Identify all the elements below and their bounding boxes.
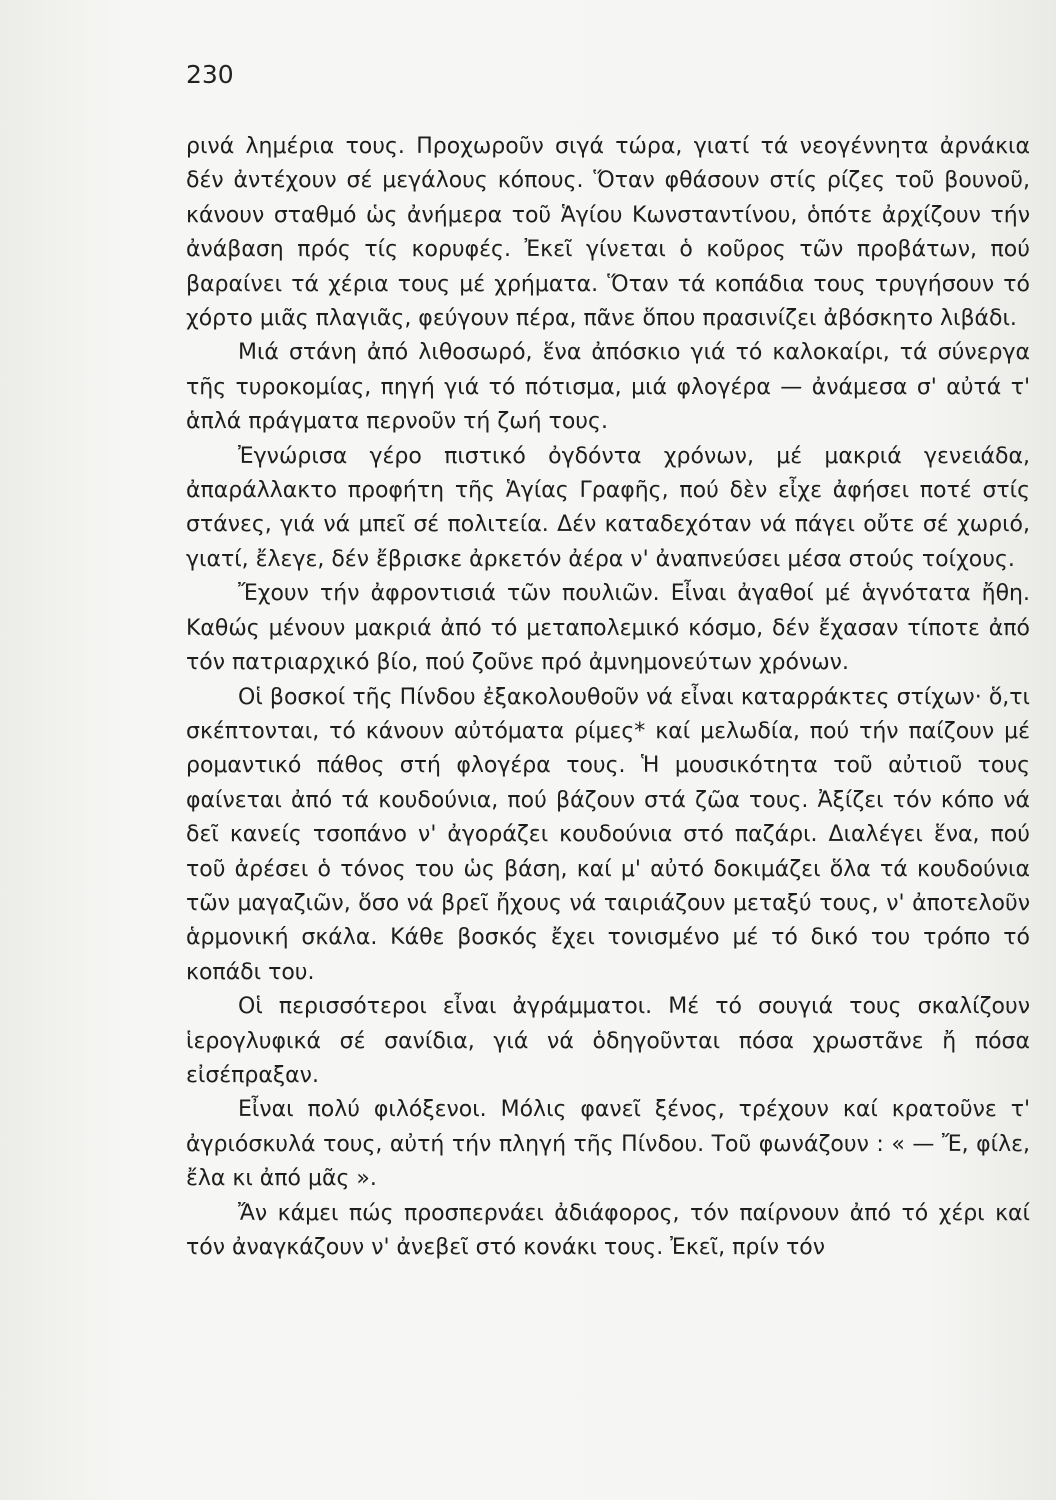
- paragraph: Εἶναι πολύ φιλόξενοι. Μόλις φανεῖ ξένος, τρέχουν καί κρατοῦνε τ' ἀγριόσκυλά τους, αὐτή τήν πληγή τῆς Πίνδου. Τοῦ φωνάζουν : « — Ἔ, φίλε, ἔλα κι ἀπό μᾶς ».: [186, 1097, 1030, 1192]
- body-text: [186, 130, 1030, 1265]
- paragraph: Οἱ βοσκοί τῆς Πίνδου ἐξακολουθοῦν νά εἶναι καταρράκτες στίχων· ὅ,τι σκέπτονται, τό κάνουν αὐτόματα ρίμες* καί μελωδία, πού τήν παίζουν μέ ρομαντικό πάθος στή φλογέρα τους. Ἡ μουσικότητα τοῦ αὐτιοῦ τους φαίνεται ἀπό τά κουδούνια, πού βάζουν στά ζῶα τους. Ἀξίζει τόν κόπο νά δεῖ κανείς τσοπάνο ν' ἀγοράζει κουδούνια στό παζάρι. Διαλέγει ἕνα, πού τοῦ ἀρέσει ὁ τόνος του ὡς βάση, καί μ' αὐτό δοκιμάζει ὅλα τά κουδούνια τῶν μαγαζιῶν, ὅσο νά βρεῖ ἤχους νά ταιριάζουν μεταξύ τους, ν' ἀποτελοῦν ἁρμονική σκάλα. Κάθε βοσκός ἔχει τονισμένο μέ τό δικό του τρόπο τό κοπάδι του.: [186, 684, 1030, 985]
- paragraph: Ἄν κάμει πώς προσπερνάει ἀδιάφορος, τόν παίρνουν ἀπό τό χέρι καί τόν ἀναγκάζουν ν' ἀνεβεῖ στό κονάκι τους. Ἐκεῖ, πρίν τόν: [186, 1200, 1030, 1260]
- paragraph: ρινά λημέρια τους. Προχωροῦν σιγά τώρα, γιατί τά νεογέννητα ἀρνάκια δέν ἀντέχουν σέ μεγάλους κόπους. Ὅταν φθάσουν στίς ρίζες τοῦ βουνοῦ, κάνουν σταθμό ὡς ἀνήμερα τοῦ Ἁγίου Κωνσταντίνου, ὁπότε ἀρχίζουν τήν ἀνάβαση πρός τίς κορυφές. Ἐκεῖ γίνεται ὁ κοῦρος τῶν προβάτων, πού βαραίνει τά χέρια τους μέ χρήματα. Ὅταν τά κοπάδια τους τρυγήσουν τό χόρτο μιᾶς πλαγιᾶς, φεύγουν πέρα, πᾶνε ὅπου πρασινίζει ἀβόσκητο λιβάδι.: [186, 134, 1030, 332]
- paragraph: Ἐγνώρισα γέρο πιστικό ὀγδόντα χρόνων, μέ μακριά γενειάδα, ἀπαράλλακτο προφήτη τῆς Ἁγίας Γραφῆς, πού δὲν εἶχε ἀφήσει ποτέ στίς στάνες, γιά νά μπεῖ σέ πολιτεία. Δέν καταδεχόταν νά πάγει οὔτε σέ χωριό, γιατί, ἔλεγε, δέν ἔβρισκε ἀρκετόν ἀέρα ν' ἀναπνεύσει μέσα στούς τοίχους.: [186, 443, 1030, 572]
- paragraph: Ἔχουν τήν ἀφροντισιά τῶν πουλιῶν. Εἶναι ἀγαθοί μέ ἁγνότατα ἤθη. Καθώς μένουν μακριά ἀπό τό μεταπολεμικό κόσμο, δέν ἔχασαν τίποτε ἀπό τόν πατριαρχικό βίο, πού ζοῦνε πρό ἀμνημονεύτων χρόνων.: [186, 581, 1030, 676]
- page-number: 230: [186, 60, 234, 89]
- paragraph: Μιά στάνη ἀπό λιθοσωρό, ἕνα ἀπόσκιο γιά τό καλοκαίρι, τά σύνεργα τῆς τυροκομίας, πηγή γιά τό πότισμα, μιά φλογέρα — ἀνάμεσα σ' αὐτά τ' ἁπλά πράγματα περνοῦν τή ζωή τους.: [186, 340, 1030, 435]
- paragraph: Οἱ περισσότεροι εἶναι ἀγράμματοι. Μέ τό σουγιά τους σκαλίζουν ἱερογλυφικά σέ σανίδια, γιά νά ὁδηγοῦνται πόσα χρωστᾶνε ἤ πόσα εἰσέπραξαν.: [186, 994, 1030, 1088]
